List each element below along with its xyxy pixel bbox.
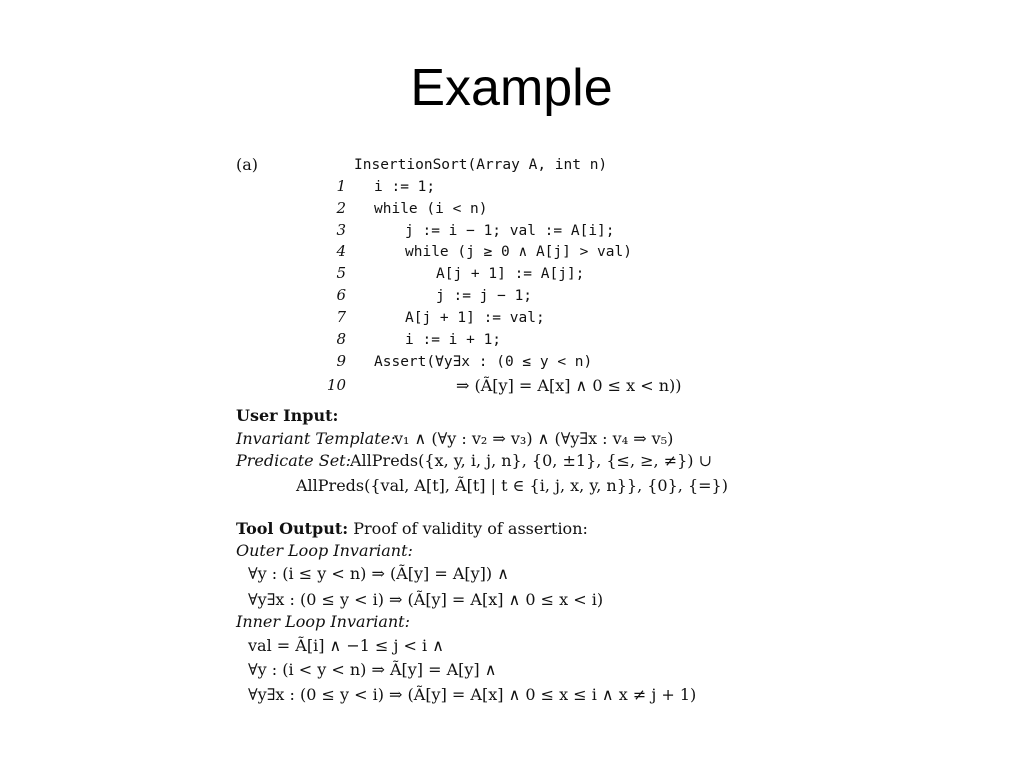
line-number: 5 xyxy=(336,264,346,282)
outer-loop-label: Outer Loop Invariant: xyxy=(236,541,413,560)
code-line: while (j ≥ 0 ∧ A[j] > val) xyxy=(405,244,632,260)
line-number: 7 xyxy=(336,308,346,326)
tool-output-description: Proof of validity of assertion: xyxy=(353,519,588,538)
code-line: Assert(∀y∃x : (0 ≤ y < n) xyxy=(374,354,593,370)
outer-invariant-2: ∀y∃x : (0 ≤ y < i) ⇒ (Ã[y] = A[x] ∧ 0 ≤ x < i) xyxy=(248,590,604,609)
inner-invariant-1: val = Ã[i] ∧ −1 ≤ j < i ∧ xyxy=(248,636,444,655)
inner-loop-label: Inner Loop Invariant: xyxy=(236,612,410,631)
user-input-heading: User Input: xyxy=(236,406,339,425)
line-number: 6 xyxy=(336,286,346,304)
code-line: A[j + 1] := A[j]; xyxy=(436,266,585,282)
code-line: j := i − 1; val := A[i]; xyxy=(405,223,615,239)
code-line: j := j − 1; xyxy=(436,288,533,304)
code-line: i := i + 1; xyxy=(405,332,502,348)
line-number: 8 xyxy=(336,330,346,348)
predicate-value-2: AllPreds({val, A[t], Ã[t] | t ∈ {i, j, x, y, n}}, {0}, {=}) xyxy=(296,476,728,495)
slide-title: Example xyxy=(410,59,613,117)
line-number: 9 xyxy=(336,352,346,370)
line-number: 4 xyxy=(336,242,346,260)
code-line: ⇒ (Ã[y] = A[x] ∧ 0 ≤ x < n)) xyxy=(456,376,682,395)
inner-invariant-2: ∀y : (i < y < n) ⇒ Ã[y] = A[y] ∧ xyxy=(248,660,497,679)
inner-invariant-3: ∀y∃x : (0 ≤ y < i) ⇒ (Ã[y] = A[x] ∧ 0 ≤ x ≤ i ∧ x ≠ j + 1) xyxy=(248,685,697,704)
code-line: A[j + 1] := val; xyxy=(405,310,545,326)
line-number: 2 xyxy=(336,199,346,217)
tool-output-line xyxy=(236,519,588,539)
template-value: v₁ ∧ (∀y : v₂ ⇒ v₃) ∧ (∀y∃x : v₄ ⇒ v₅) xyxy=(394,429,674,448)
code-line: i := 1; xyxy=(374,179,436,195)
predicate-value-1: AllPreds({x, y, i, j, n}, {0, ±1}, {≤, ≥, ≠}) ∪ xyxy=(350,451,713,470)
figure-label: (a) xyxy=(236,155,259,174)
code-line: while (i < n) xyxy=(374,201,488,217)
outer-invariant-1: ∀y : (i ≤ y < n) ⇒ (Ã[y] = A[y]) ∧ xyxy=(248,564,509,583)
predicate-label: Predicate Set: xyxy=(236,451,351,470)
tool-output-heading: Tool Output: xyxy=(236,519,349,538)
line-number: 1 xyxy=(336,177,346,195)
line-number: 3 xyxy=(336,221,346,239)
code-header: InsertionSort(Array A, int n) xyxy=(354,157,608,173)
template-label: Invariant Template: xyxy=(236,429,396,448)
line-number: 10 xyxy=(326,376,346,394)
